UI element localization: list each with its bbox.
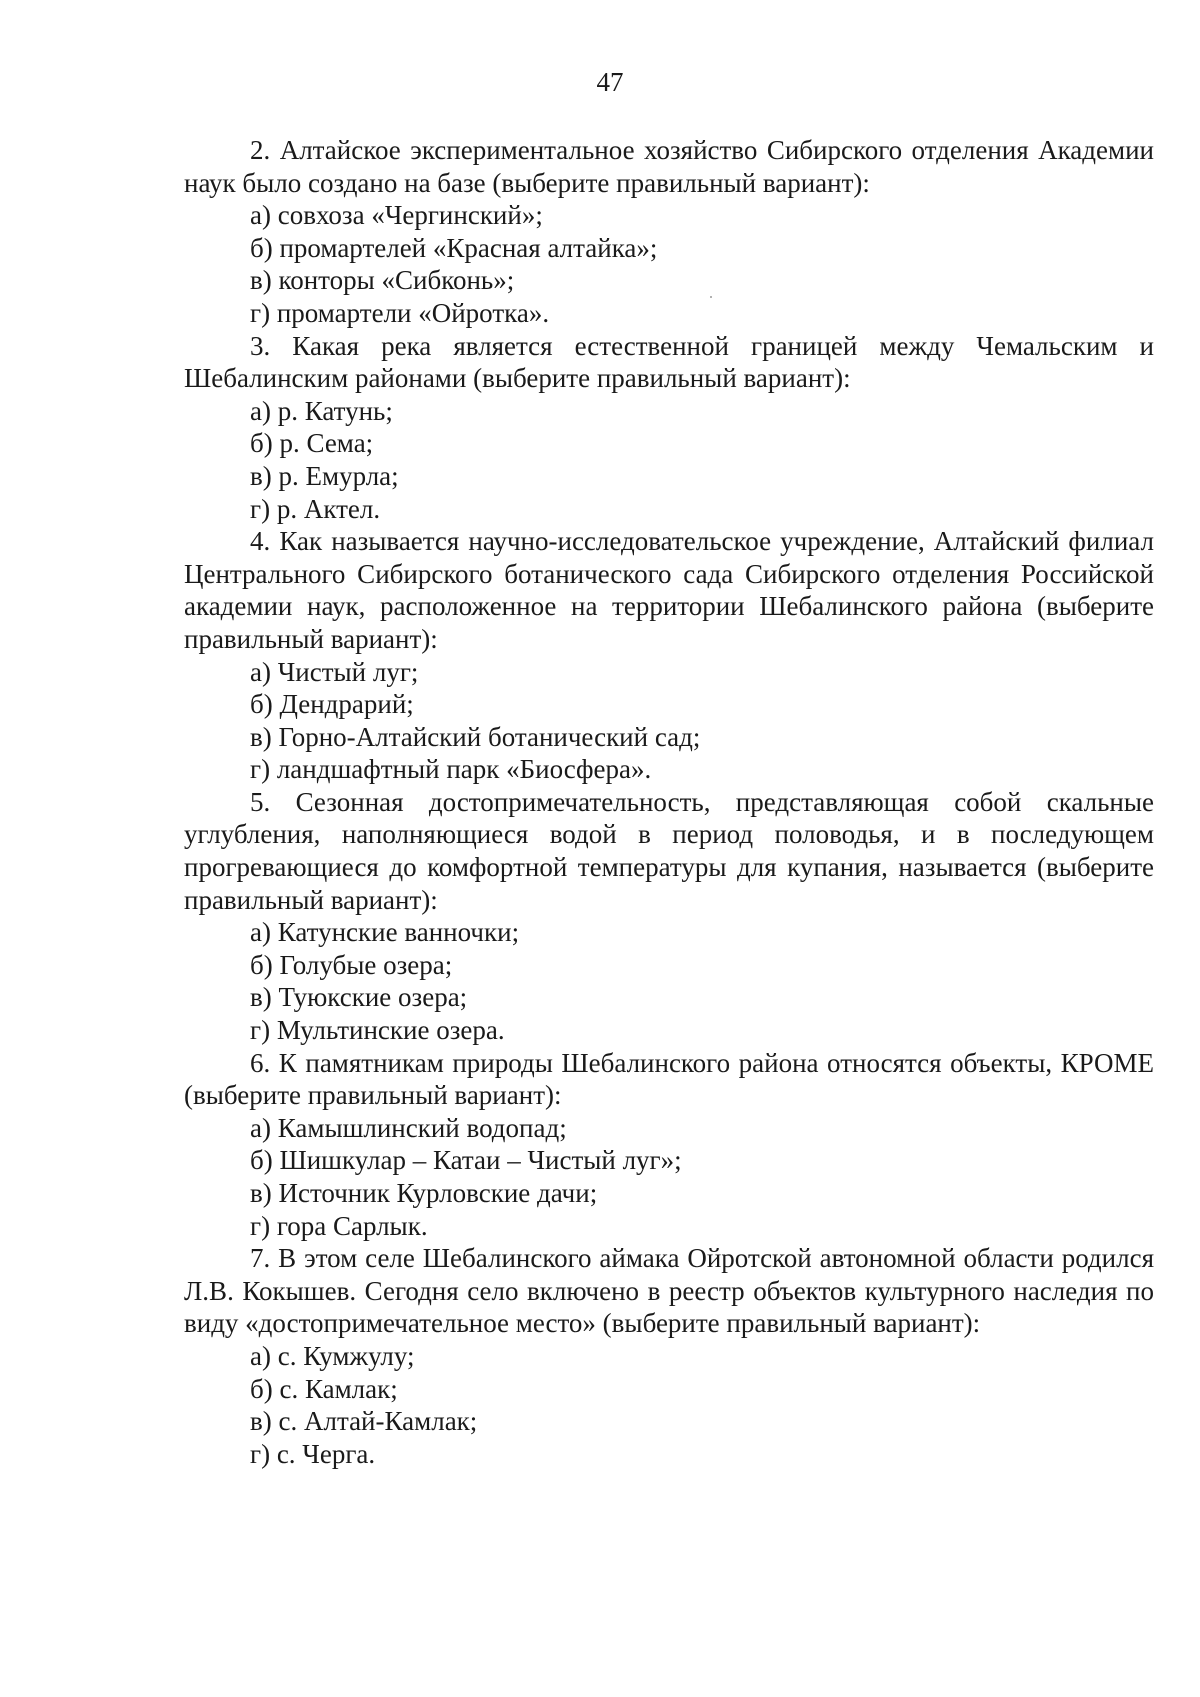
question-text: 2. Алтайское экспериментальное хозяйство Сибирского отделения Академии наук было создано на базе (выберите правильный вариант): <box>184 135 1154 198</box>
answer-option-a: а) Камышлинский водопад; <box>250 1112 567 1143</box>
question-3 <box>184 330 1154 526</box>
answer-option-a: а) Катунские ванночки; <box>250 917 520 948</box>
questions-list <box>184 134 1154 1470</box>
answer-option-v: в) конторы «Сибконь»; <box>250 265 515 296</box>
question-text: 6. К памятникам природы Шебалинского района относятся объекты, КРОМЕ (выберите правильный вариант): <box>184 1047 1154 1111</box>
answer-option-b: б) Дендрарий; <box>250 689 414 720</box>
answer-option-v: в) с. Алтай-Камлак; <box>250 1406 478 1437</box>
answer-option-g: г) р. Актел. <box>250 493 381 524</box>
question-text: 3. Какая река является естественной границей между Чемальским и Шебалинским районами (выберите правильный вариант): <box>184 330 1154 394</box>
answer-option-v: в) Туюкские озера; <box>250 982 468 1013</box>
answer-option-v: в) Источник Курловские дачи; <box>250 1178 598 1208</box>
scan-speck <box>710 296 712 298</box>
answer-option-a: а) Чистый луг; <box>250 656 419 687</box>
answer-option-a: а) с. Кумжулу; <box>250 1340 415 1371</box>
answer-option-b: б) Шишкулар – Катаи – Чистый луг»; <box>250 1145 682 1176</box>
question-7 <box>184 1242 1154 1470</box>
question-2 <box>184 134 1154 330</box>
question-text: 4. Как называется научно-исследовательское учреждение, Алтайский филиал Центрального Сибирского ботанического сада Сибирского отделения Российской академии наук, расположенное на территории Шебалинского района (выберите правильный вариант): <box>184 526 1154 654</box>
answer-option-b: б) р. Сема; <box>250 428 374 459</box>
answer-option-b: б) Голубые озера; <box>250 949 453 980</box>
question-text: 5. Сезонная достопримечательность, представляющая собой скальные углубления, наполняющиеся водой в период половодья, и в последующем прогревающиеся до комфортной температуры для купания, называется (выберите правильный вариант): <box>184 786 1154 915</box>
question-4 <box>184 525 1154 786</box>
answer-option-g: г) ландшафтный парк «Биосфера». <box>250 754 652 785</box>
question-text: 7. В этом селе Шебалинского аймака Ойротской автономной области родился Л.В. Кокышев. Сегодня село включено в реестр объектов культурного наследия по виду «достопримечательное место» (выберите правильный вариант): <box>184 1243 1154 1339</box>
answer-option-g: г) промартели «Ойротка». <box>250 297 550 328</box>
answer-option-g: г) гора Сарлык. <box>250 1210 428 1241</box>
answer-option-b: б) промартелей «Красная алтайка»; <box>250 232 658 263</box>
answer-option-a: а) р. Катунь; <box>250 395 393 426</box>
answer-option-v: в) р. Емурла; <box>250 460 399 491</box>
answer-option-a: а) совхоза «Чергинский»; <box>250 200 543 231</box>
page-number: 47 <box>596 67 624 97</box>
question-5 <box>184 786 1154 1047</box>
answer-option-b: б) с. Камлак; <box>250 1373 398 1404</box>
answer-option-g: г) Мультинские озера. <box>250 1015 505 1046</box>
answer-option-g: г) с. Черга. <box>250 1438 376 1469</box>
answer-option-v: в) Горно-Алтайский ботанический сад; <box>250 721 701 752</box>
question-6 <box>184 1047 1154 1243</box>
